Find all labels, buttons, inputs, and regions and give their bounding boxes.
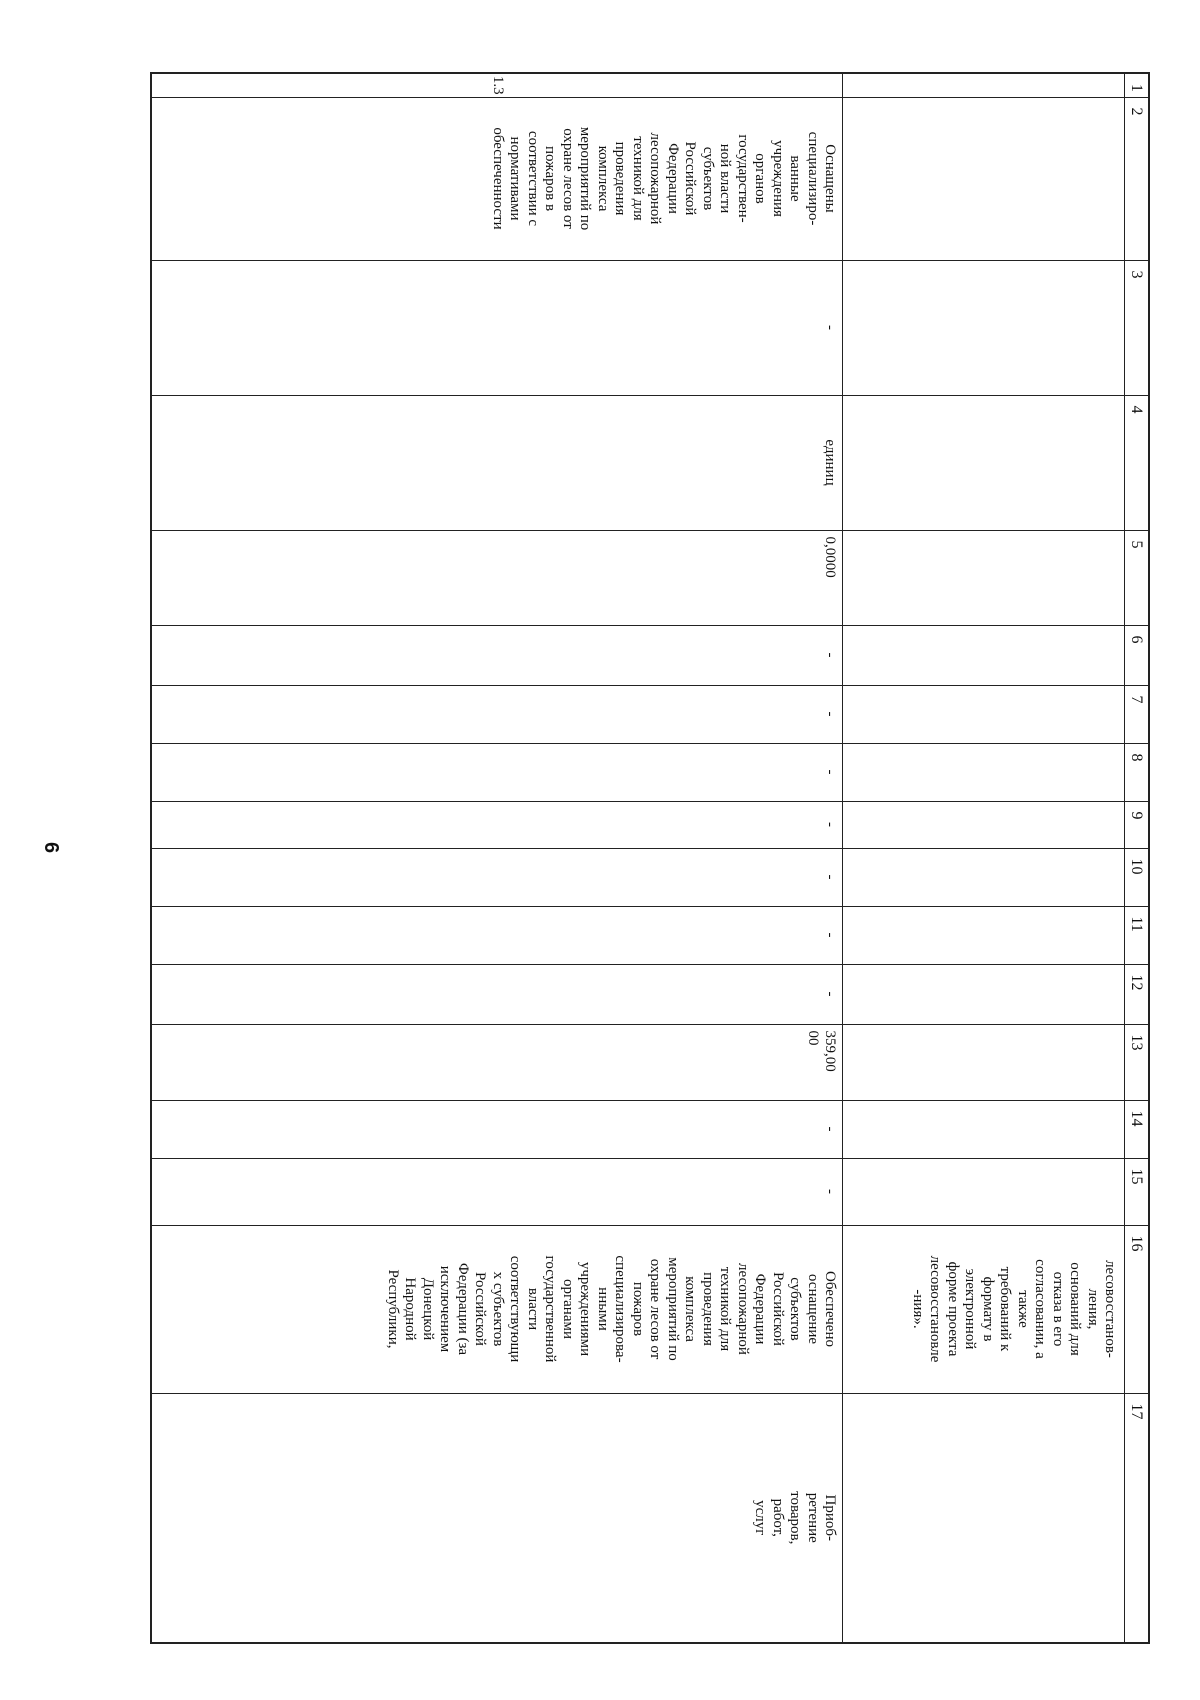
table-cell xyxy=(843,1100,1125,1158)
table-cell xyxy=(843,530,1125,625)
header-cell-16: 16 xyxy=(1125,1225,1149,1393)
header-cell-17: 17 xyxy=(1125,1393,1149,1643)
table-cell: - xyxy=(151,964,843,1024)
expense-type-cell: Приоб- ретение товаров, работ, услуг xyxy=(151,1393,843,1643)
header-cell-2: 2 xyxy=(1125,97,1149,260)
unit-cell: единиц xyxy=(151,395,843,530)
table-cell: - xyxy=(151,848,843,906)
table-cell: - xyxy=(151,743,843,801)
table-cell xyxy=(843,1393,1125,1643)
table-cell xyxy=(843,260,1125,395)
value-cell: 359,00 00 xyxy=(151,1024,843,1100)
table-row xyxy=(843,73,1125,1643)
header-cell-6: 6 xyxy=(1125,625,1149,685)
header-cell-14: 14 xyxy=(1125,1100,1149,1158)
header-cell-1: 1 xyxy=(1125,73,1149,97)
header-cell-10: 10 xyxy=(1125,848,1149,906)
data-table xyxy=(150,72,1150,1644)
row-number-cell: 1.3 xyxy=(151,73,843,97)
table-cell: - xyxy=(151,906,843,964)
table-row xyxy=(151,73,843,1643)
table-cell: - xyxy=(151,1100,843,1158)
table-cell xyxy=(843,395,1125,530)
header-cell-11: 11 xyxy=(1125,906,1149,964)
indicator-name-cell: Оснащены специализиро- ванные учреждения органов государствен- ной власти субъектов Российской Федерации лесопожарной техникой для проведения комплекса мероприятий по охране лесов от пожаров в соответствии с нормативами обеспеченности xyxy=(151,97,843,260)
table-cell xyxy=(843,1158,1125,1225)
table-cell: - xyxy=(151,801,843,848)
table-cell xyxy=(843,73,1125,97)
header-cell-3: 3 xyxy=(1125,260,1149,395)
table-cell xyxy=(843,848,1125,906)
header-cell-5: 5 xyxy=(1125,530,1149,625)
page-number: 6 xyxy=(40,842,62,854)
header-cell-12: 12 xyxy=(1125,964,1149,1024)
table-cell xyxy=(843,97,1125,260)
table-cell: лесовосстанов- ления, оснований для отказа в его согласовании, а также требований к формату в электронной форме проекта лесовосстановле -ния». xyxy=(843,1225,1125,1393)
table-cell xyxy=(843,625,1125,685)
table-cell: - xyxy=(151,1158,843,1225)
table-cell xyxy=(843,906,1125,964)
result-description-cell: Обеспечено оснащение субъектов Российской Федерации лесопожарной техникой для проведения комплекса мероприятий по охране лесов от пожаров специализирова- нными учреждениями органами государственной власти соответствующи х субъектов Российской Федерации (за исключением Донецкой Народной Республики, xyxy=(151,1225,843,1393)
header-cell-7: 7 xyxy=(1125,685,1149,743)
header-row xyxy=(1125,73,1149,1643)
header-cell-15: 15 xyxy=(1125,1158,1149,1225)
table-cell xyxy=(843,743,1125,801)
table-cell: - xyxy=(151,260,843,395)
table-cell xyxy=(843,1024,1125,1100)
table-cell xyxy=(843,685,1125,743)
table-cell: - xyxy=(151,685,843,743)
table-cell xyxy=(843,964,1125,1024)
table-cell: - xyxy=(151,625,843,685)
header-cell-8: 8 xyxy=(1125,743,1149,801)
rotated-table-page xyxy=(150,72,1150,1642)
value-cell: 0,0000 xyxy=(151,530,843,625)
header-cell-4: 4 xyxy=(1125,395,1149,530)
header-cell-9: 9 xyxy=(1125,801,1149,848)
table-cell xyxy=(843,801,1125,848)
header-cell-13: 13 xyxy=(1125,1024,1149,1100)
